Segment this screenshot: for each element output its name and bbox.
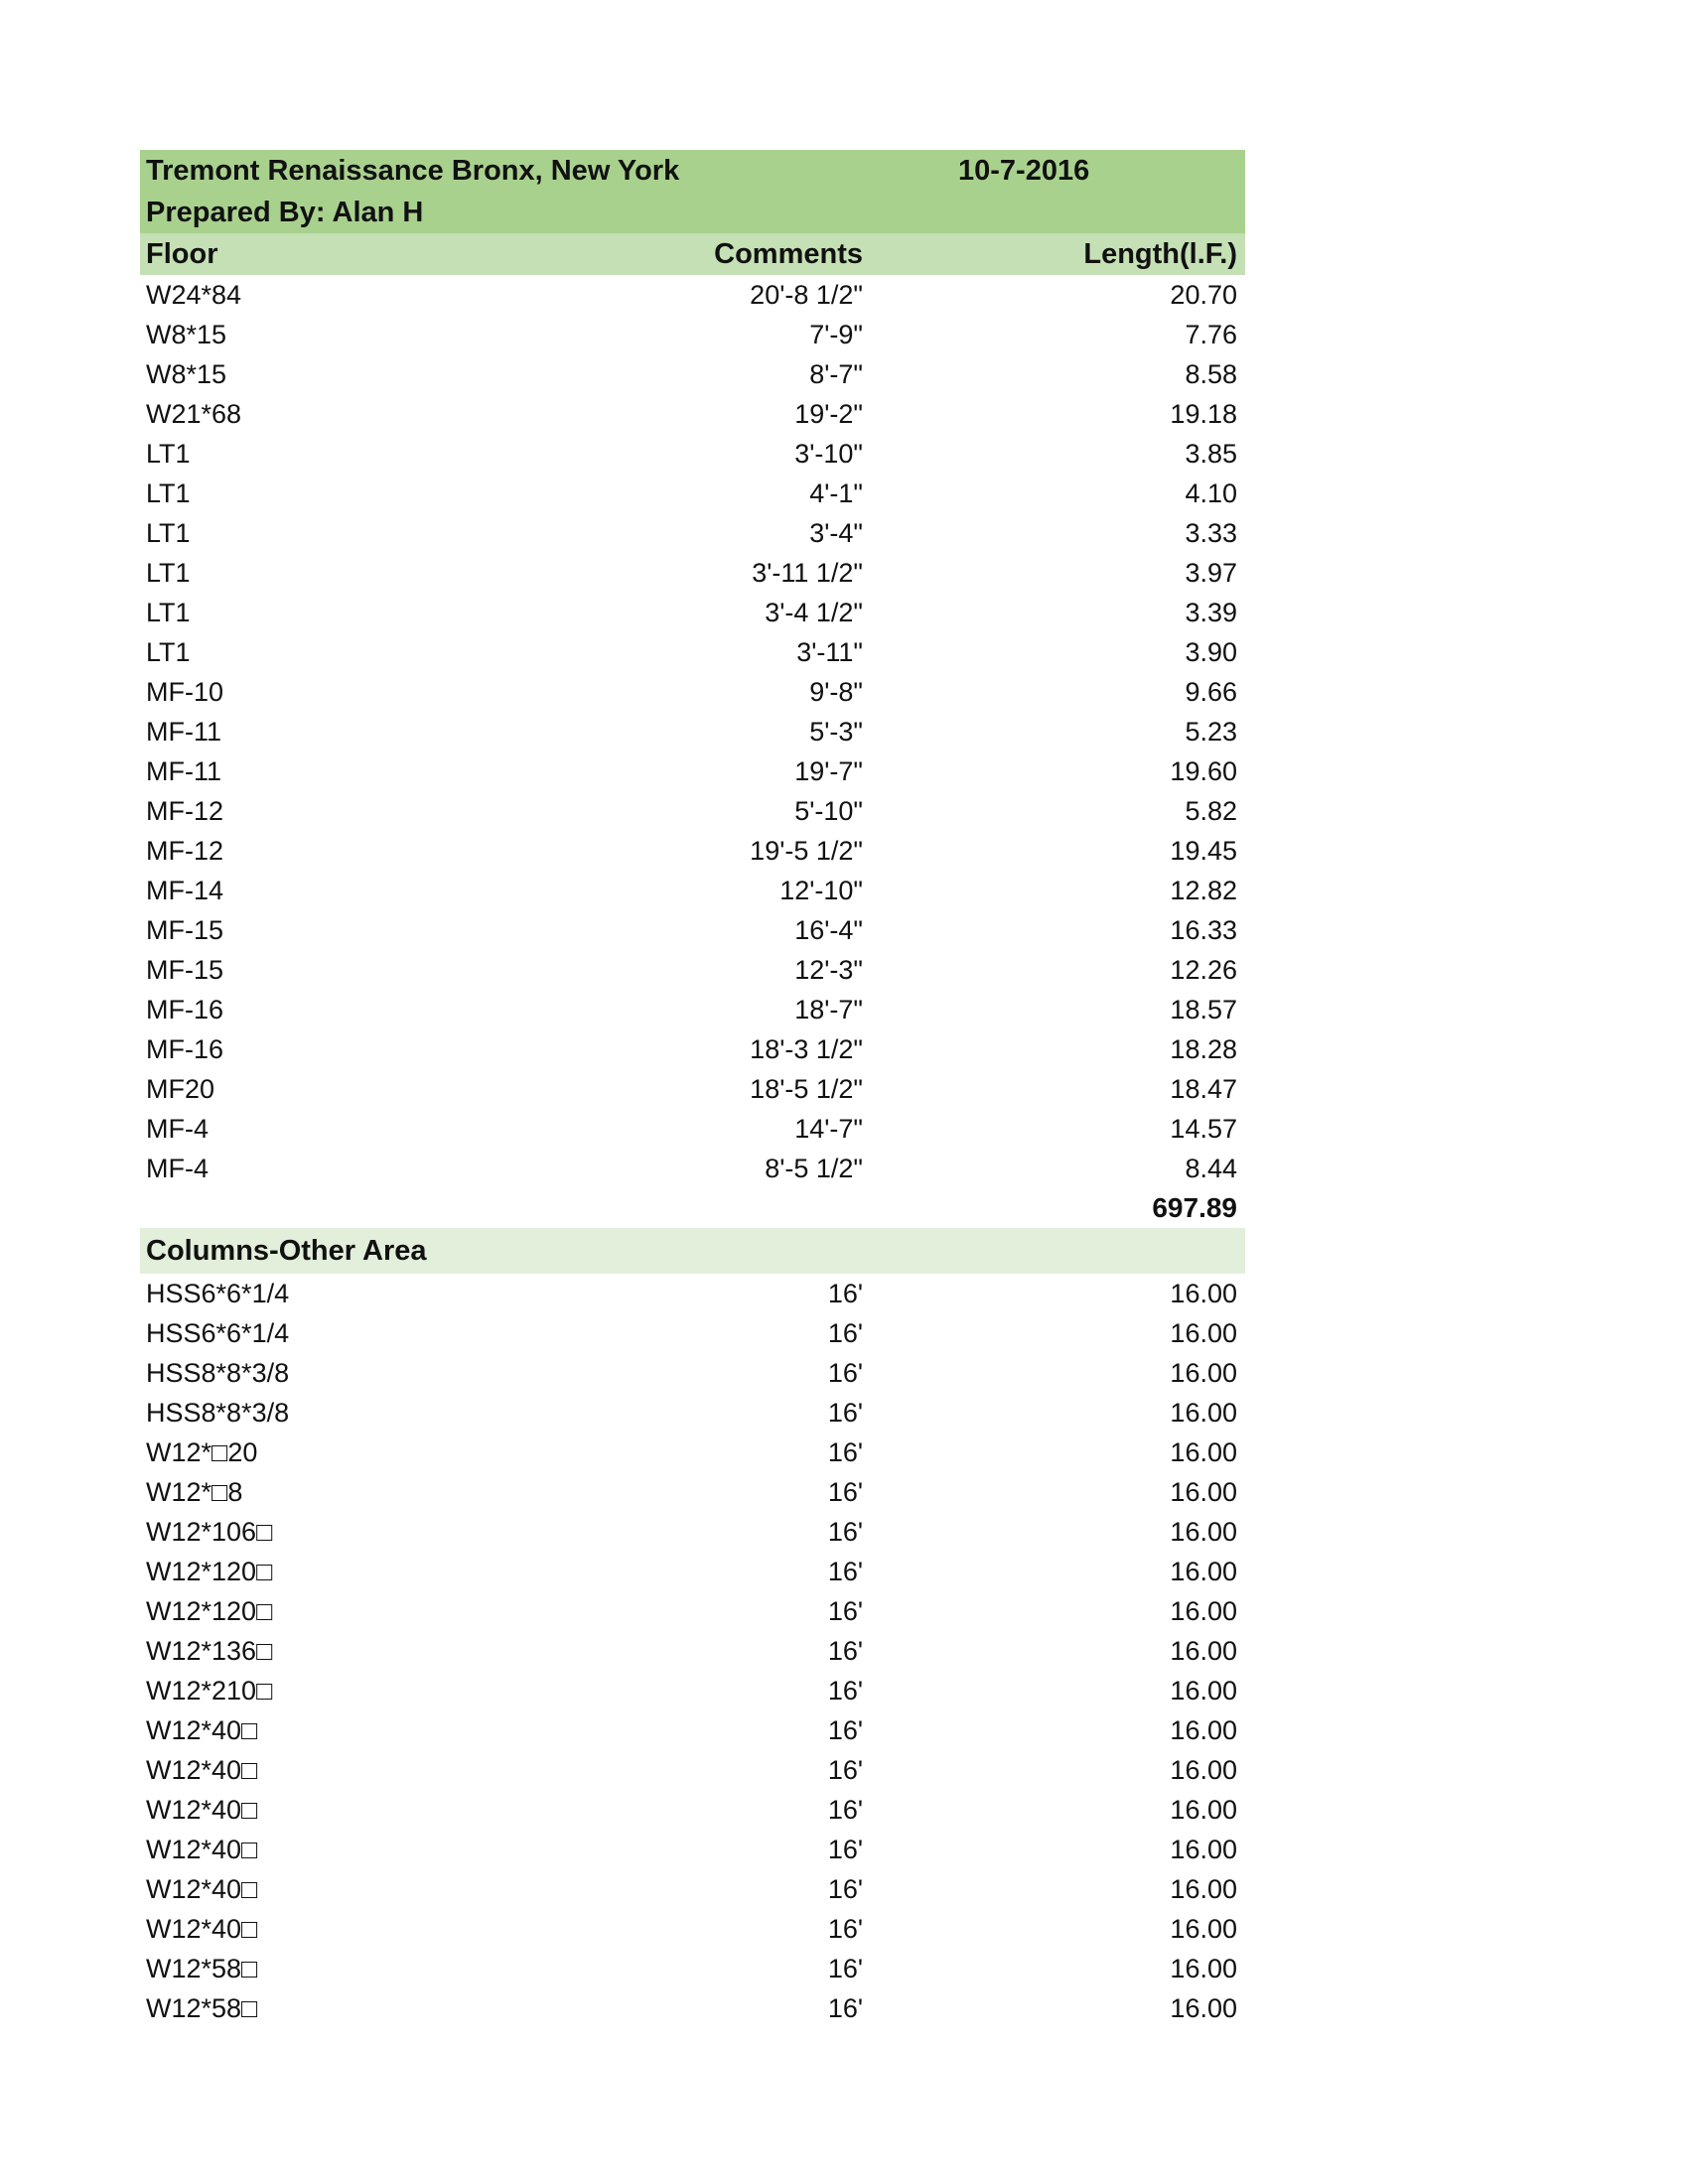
row-comment: 3'-4 1/2" bbox=[765, 597, 863, 627]
row-name: MF-12 bbox=[146, 795, 224, 826]
row-length: 16.33 bbox=[1170, 914, 1237, 945]
row-name: W12*40□ bbox=[146, 1873, 258, 1904]
row-length: 16.00 bbox=[1170, 1397, 1237, 1428]
table-row bbox=[140, 632, 1245, 672]
row-comment: 16' bbox=[827, 1714, 863, 1745]
row-length: 16.00 bbox=[1170, 1913, 1237, 1944]
table-row bbox=[140, 1710, 1245, 1750]
row-name: MF-11 bbox=[146, 755, 222, 786]
project-title: Tremont Renaissance Bronx, New York bbox=[146, 154, 680, 187]
row-comment: 16' bbox=[827, 1635, 863, 1666]
table-row bbox=[140, 1274, 1245, 1313]
row-name: HSS8*8*3/8 bbox=[146, 1397, 290, 1428]
row-comment: 18'-7" bbox=[794, 994, 863, 1024]
row-name: W12*58□ bbox=[146, 1953, 258, 1983]
row-name: W12*40□ bbox=[146, 1913, 258, 1944]
table-row bbox=[140, 1109, 1245, 1149]
row-length: 18.28 bbox=[1170, 1033, 1237, 1064]
row-name: MF-14 bbox=[146, 875, 224, 905]
table-row bbox=[140, 1313, 1245, 1353]
title-row bbox=[140, 150, 1245, 192]
row-name: HSS6*6*1/4 bbox=[146, 1317, 290, 1348]
table-row bbox=[140, 1671, 1245, 1710]
table-row bbox=[140, 474, 1245, 513]
row-length: 16.00 bbox=[1170, 1635, 1237, 1666]
table-row bbox=[140, 1591, 1245, 1631]
row-length: 8.58 bbox=[1185, 358, 1237, 389]
table-row bbox=[140, 871, 1245, 910]
row-name: LT1 bbox=[146, 478, 191, 508]
table-row bbox=[140, 1472, 1245, 1512]
row-length: 16.00 bbox=[1170, 1953, 1237, 1983]
row-name: HSS6*6*1/4 bbox=[146, 1278, 290, 1308]
row-name: MF-4 bbox=[146, 1113, 209, 1144]
row-name: W12*210□ bbox=[146, 1675, 273, 1706]
row-comment: 16' bbox=[827, 1357, 863, 1388]
row-comment: 18'-3 1/2" bbox=[750, 1033, 863, 1064]
title-block bbox=[140, 150, 1245, 233]
row-length: 4.10 bbox=[1185, 478, 1237, 508]
row-length: 16.00 bbox=[1170, 1357, 1237, 1388]
row-length: 19.60 bbox=[1170, 755, 1237, 786]
table-row bbox=[140, 712, 1245, 751]
row-comment: 16' bbox=[827, 1516, 863, 1547]
row-length: 3.85 bbox=[1185, 438, 1237, 469]
row-comment: 16' bbox=[827, 1278, 863, 1308]
row-comment: 9'-8" bbox=[809, 676, 863, 707]
row-name: MF-12 bbox=[146, 835, 224, 866]
row-length: 16.00 bbox=[1170, 1675, 1237, 1706]
row-name: LT1 bbox=[146, 438, 191, 469]
section-header-columns-other-area: Columns-Other Area bbox=[140, 1228, 1245, 1274]
table-row bbox=[140, 434, 1245, 474]
prepared-by: Prepared By: Alan H bbox=[146, 196, 424, 228]
table-row bbox=[140, 394, 1245, 434]
row-name: MF-16 bbox=[146, 994, 224, 1024]
row-length: 20.70 bbox=[1170, 279, 1237, 310]
row-comment: 16' bbox=[827, 1834, 863, 1864]
table-row bbox=[140, 315, 1245, 354]
row-name: W12*106□ bbox=[146, 1516, 273, 1547]
row-length: 16.00 bbox=[1170, 1834, 1237, 1864]
row-length: 16.00 bbox=[1170, 1992, 1237, 2023]
row-name: HSS8*8*3/8 bbox=[146, 1357, 290, 1388]
row-name: W12*40□ bbox=[146, 1754, 258, 1785]
row-comment: 7'-9" bbox=[809, 319, 863, 349]
row-name: W12*□8 bbox=[146, 1476, 243, 1507]
row-comment: 3'-10" bbox=[794, 438, 863, 469]
row-comment: 8'-5 1/2" bbox=[765, 1153, 863, 1183]
row-name: LT1 bbox=[146, 597, 191, 627]
column-header-floor: Floor bbox=[146, 237, 218, 270]
row-name: W12*40□ bbox=[146, 1794, 258, 1825]
row-comment: 3'-4" bbox=[809, 517, 863, 548]
row-comment: 16' bbox=[827, 1436, 863, 1467]
row-comment: 5'-3" bbox=[809, 716, 863, 747]
columns-rows bbox=[140, 1274, 1245, 2028]
row-length: 5.23 bbox=[1185, 716, 1237, 747]
row-comment: 12'-3" bbox=[794, 954, 863, 985]
row-comment: 8'-7" bbox=[809, 358, 863, 389]
table-row bbox=[140, 1393, 1245, 1433]
table-row bbox=[140, 1909, 1245, 1949]
table-row bbox=[140, 1512, 1245, 1552]
row-length: 16.00 bbox=[1170, 1754, 1237, 1785]
table-row bbox=[140, 1552, 1245, 1591]
row-name: W12*120□ bbox=[146, 1556, 273, 1586]
table-row bbox=[140, 831, 1245, 871]
row-name: MF-4 bbox=[146, 1153, 209, 1183]
table-row bbox=[140, 1988, 1245, 2028]
row-name: W12*120□ bbox=[146, 1595, 273, 1626]
row-length: 3.33 bbox=[1185, 517, 1237, 548]
row-length: 18.47 bbox=[1170, 1073, 1237, 1104]
table-row bbox=[140, 791, 1245, 831]
row-length: 3.39 bbox=[1185, 597, 1237, 627]
table-row bbox=[140, 910, 1245, 950]
column-header-length: Length(l.F.) bbox=[1083, 237, 1237, 270]
row-length: 18.57 bbox=[1170, 994, 1237, 1024]
row-length: 8.44 bbox=[1185, 1153, 1237, 1183]
row-comment: 12'-10" bbox=[779, 875, 863, 905]
row-comment: 16' bbox=[827, 1873, 863, 1904]
row-name: W24*84 bbox=[146, 279, 242, 310]
table-row bbox=[140, 1830, 1245, 1869]
prepared-by-row bbox=[140, 192, 1245, 233]
row-name: LT1 bbox=[146, 557, 191, 588]
row-comment: 18'-5 1/2" bbox=[750, 1073, 863, 1104]
report-date: 10-7-2016 bbox=[958, 154, 1090, 187]
row-comment: 16' bbox=[827, 1595, 863, 1626]
table-row bbox=[140, 275, 1245, 315]
row-length: 12.82 bbox=[1170, 875, 1237, 905]
row-comment: 16' bbox=[827, 1476, 863, 1507]
row-length: 16.00 bbox=[1170, 1873, 1237, 1904]
row-comment: 16' bbox=[827, 1397, 863, 1428]
table-row bbox=[140, 950, 1245, 990]
row-comment: 16' bbox=[827, 1913, 863, 1944]
row-comment: 16' bbox=[827, 1794, 863, 1825]
table-row bbox=[140, 1029, 1245, 1069]
row-name: LT1 bbox=[146, 517, 191, 548]
row-name: MF-16 bbox=[146, 1033, 224, 1064]
row-length: 16.00 bbox=[1170, 1436, 1237, 1467]
row-name: W12*58□ bbox=[146, 1992, 258, 2023]
row-length: 16.00 bbox=[1170, 1317, 1237, 1348]
table-row bbox=[140, 751, 1245, 791]
row-name: W12*136□ bbox=[146, 1635, 273, 1666]
table-row bbox=[140, 1353, 1245, 1393]
row-comment: 16' bbox=[827, 1317, 863, 1348]
row-length: 14.57 bbox=[1170, 1113, 1237, 1144]
row-comment: 16' bbox=[827, 1953, 863, 1983]
floor-total-row bbox=[140, 1188, 1245, 1228]
table-row bbox=[140, 1750, 1245, 1790]
row-comment: 14'-7" bbox=[794, 1113, 863, 1144]
floor-rows bbox=[140, 275, 1245, 1188]
column-header-comments: Comments bbox=[714, 237, 863, 270]
row-length: 16.00 bbox=[1170, 1595, 1237, 1626]
table-row bbox=[140, 1790, 1245, 1830]
row-length: 3.97 bbox=[1185, 557, 1237, 588]
row-name: W8*15 bbox=[146, 358, 227, 389]
row-comment: 19'-2" bbox=[794, 398, 863, 429]
row-name: MF20 bbox=[146, 1073, 215, 1104]
row-comment: 16' bbox=[827, 1675, 863, 1706]
row-comment: 4'-1" bbox=[809, 478, 863, 508]
row-name: MF-15 bbox=[146, 914, 224, 945]
table-row bbox=[140, 1149, 1245, 1188]
row-length: 7.76 bbox=[1185, 319, 1237, 349]
row-comment: 19'-7" bbox=[794, 755, 863, 786]
row-comment: 20'-8 1/2" bbox=[750, 279, 863, 310]
row-length: 9.66 bbox=[1185, 676, 1237, 707]
spreadsheet bbox=[140, 150, 1245, 2028]
row-length: 16.00 bbox=[1170, 1476, 1237, 1507]
table-row bbox=[140, 672, 1245, 712]
row-name: MF-10 bbox=[146, 676, 224, 707]
row-comment: 5'-10" bbox=[794, 795, 863, 826]
row-name: W8*15 bbox=[146, 319, 227, 349]
row-comment: 16'-4" bbox=[794, 914, 863, 945]
row-length: 16.00 bbox=[1170, 1516, 1237, 1547]
table-row bbox=[140, 354, 1245, 394]
table-row bbox=[140, 990, 1245, 1029]
table-row bbox=[140, 1631, 1245, 1671]
row-length: 16.00 bbox=[1170, 1714, 1237, 1745]
row-comment: 16' bbox=[827, 1754, 863, 1785]
row-name: MF-11 bbox=[146, 716, 222, 747]
table-row bbox=[140, 593, 1245, 632]
table-row bbox=[140, 513, 1245, 553]
row-length: 19.45 bbox=[1170, 835, 1237, 866]
row-length: 16.00 bbox=[1170, 1556, 1237, 1586]
row-comment: 3'-11" bbox=[796, 636, 863, 667]
column-header-row bbox=[140, 233, 1245, 275]
table-row bbox=[140, 1869, 1245, 1909]
row-comment: 19'-5 1/2" bbox=[750, 835, 863, 866]
row-comment: 16' bbox=[827, 1992, 863, 2023]
table-row bbox=[140, 553, 1245, 593]
row-length: 16.00 bbox=[1170, 1278, 1237, 1308]
row-name: LT1 bbox=[146, 636, 191, 667]
row-name: W21*68 bbox=[146, 398, 242, 429]
row-comment: 3'-11 1/2" bbox=[752, 557, 863, 588]
row-name: W12*40□ bbox=[146, 1834, 258, 1864]
table-row bbox=[140, 1433, 1245, 1472]
row-name: W12*40□ bbox=[146, 1714, 258, 1745]
row-length: 3.90 bbox=[1185, 636, 1237, 667]
row-length: 12.26 bbox=[1170, 954, 1237, 985]
row-name: MF-15 bbox=[146, 954, 224, 985]
floor-total: 697.89 bbox=[1152, 1192, 1237, 1223]
row-length: 19.18 bbox=[1170, 398, 1237, 429]
row-length: 5.82 bbox=[1185, 795, 1237, 826]
row-name: W12*□20 bbox=[146, 1436, 258, 1467]
row-comment: 16' bbox=[827, 1556, 863, 1586]
row-length: 16.00 bbox=[1170, 1794, 1237, 1825]
table-row bbox=[140, 1069, 1245, 1109]
table-row bbox=[140, 1949, 1245, 1988]
